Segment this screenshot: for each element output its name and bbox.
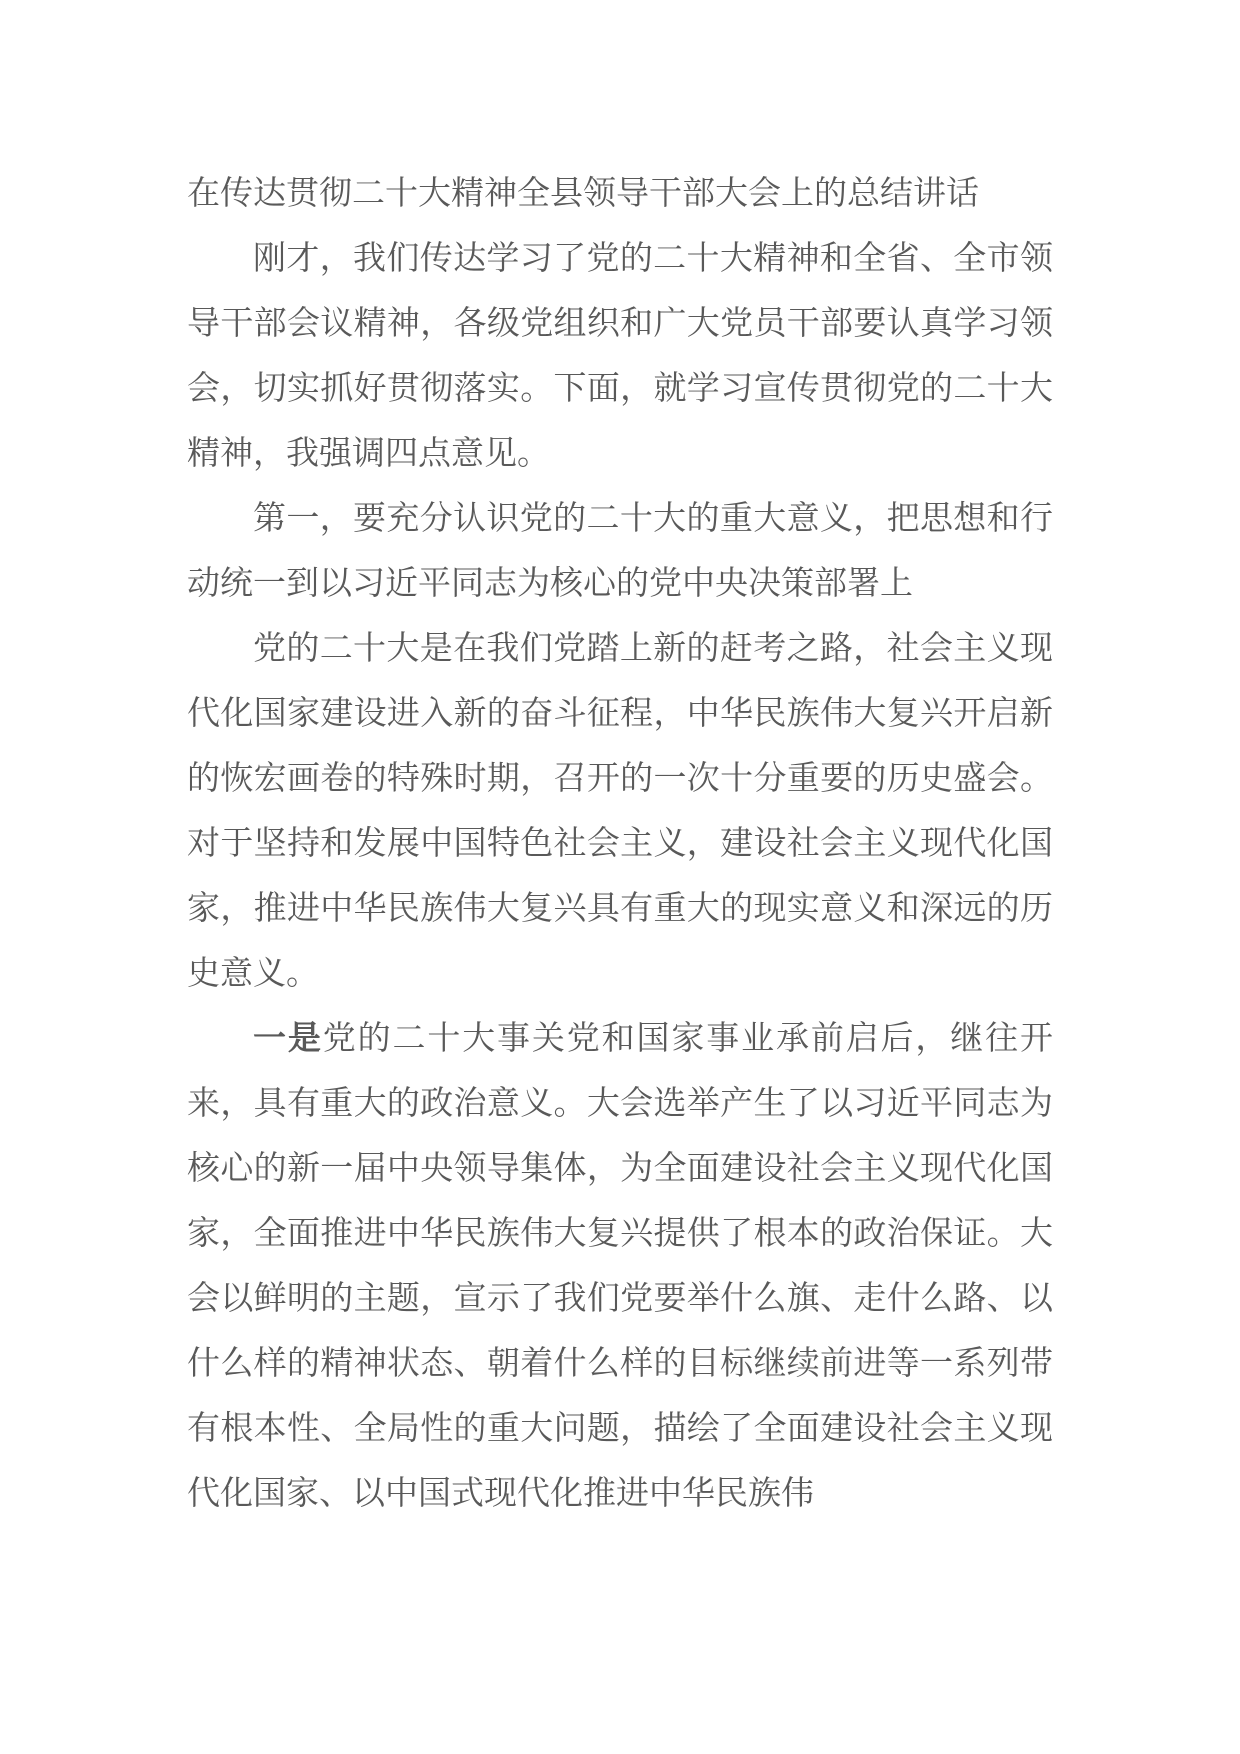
- section-heading-first: 第一，要充分认识党的二十大的重大意义，把思想和行动统一到以习近平同志为核心的党中央决策部署上: [187, 499, 1053, 601]
- paragraph-significance: 党的二十大是在我们党踏上新的赶考之路，社会主义现代化国家建设进入新的奋斗征程，中华民族伟大复兴开启新的恢宏画卷的特殊时期，召开的一次十分重要的历史盛会。对于坚持和发展中国特色社会主义，建设社会主义现代化国家，推进中华民族伟大复兴具有重大的现实意义和深远的历史意义。: [187, 629, 1053, 991]
- bold-lead-yishi: 一是: [253, 1019, 323, 1056]
- paragraph-intro: 刚才，我们传达学习了党的二十大精神和全省、全市领导干部会议精神，各级党组织和广大党员干部要认真学习领会，切实抓好贯彻落实。下面，就学习宣传贯彻党的二十大精神，我强调四点意见。: [187, 239, 1053, 471]
- document-title: 在传达贯彻二十大精神全县领导干部大会上的总结讲话: [187, 174, 979, 211]
- paragraph-point-one: [187, 1005, 1053, 1525]
- document-page: [187, 160, 1053, 1525]
- paragraph-point-one-text: 党的二十大事关党和国家事业承前启后，继往开来，具有重大的政治意义。大会选举产生了以习近平同志为核心的新一届中央领导集体，为全面建设社会主义现代化国家，全面推进中华民族伟大复兴提供了根本的政治保证。大会以鲜明的主题，宣示了我们党要举什么旗、走什么路、以什么样的精神状态、朝着什么样的目标继续前进等一系列带有根本性、全局性的重大问题，描绘了全面建设社会主义现代化国家、以中国式现代化推进中华民族伟: [187, 1019, 1054, 1511]
